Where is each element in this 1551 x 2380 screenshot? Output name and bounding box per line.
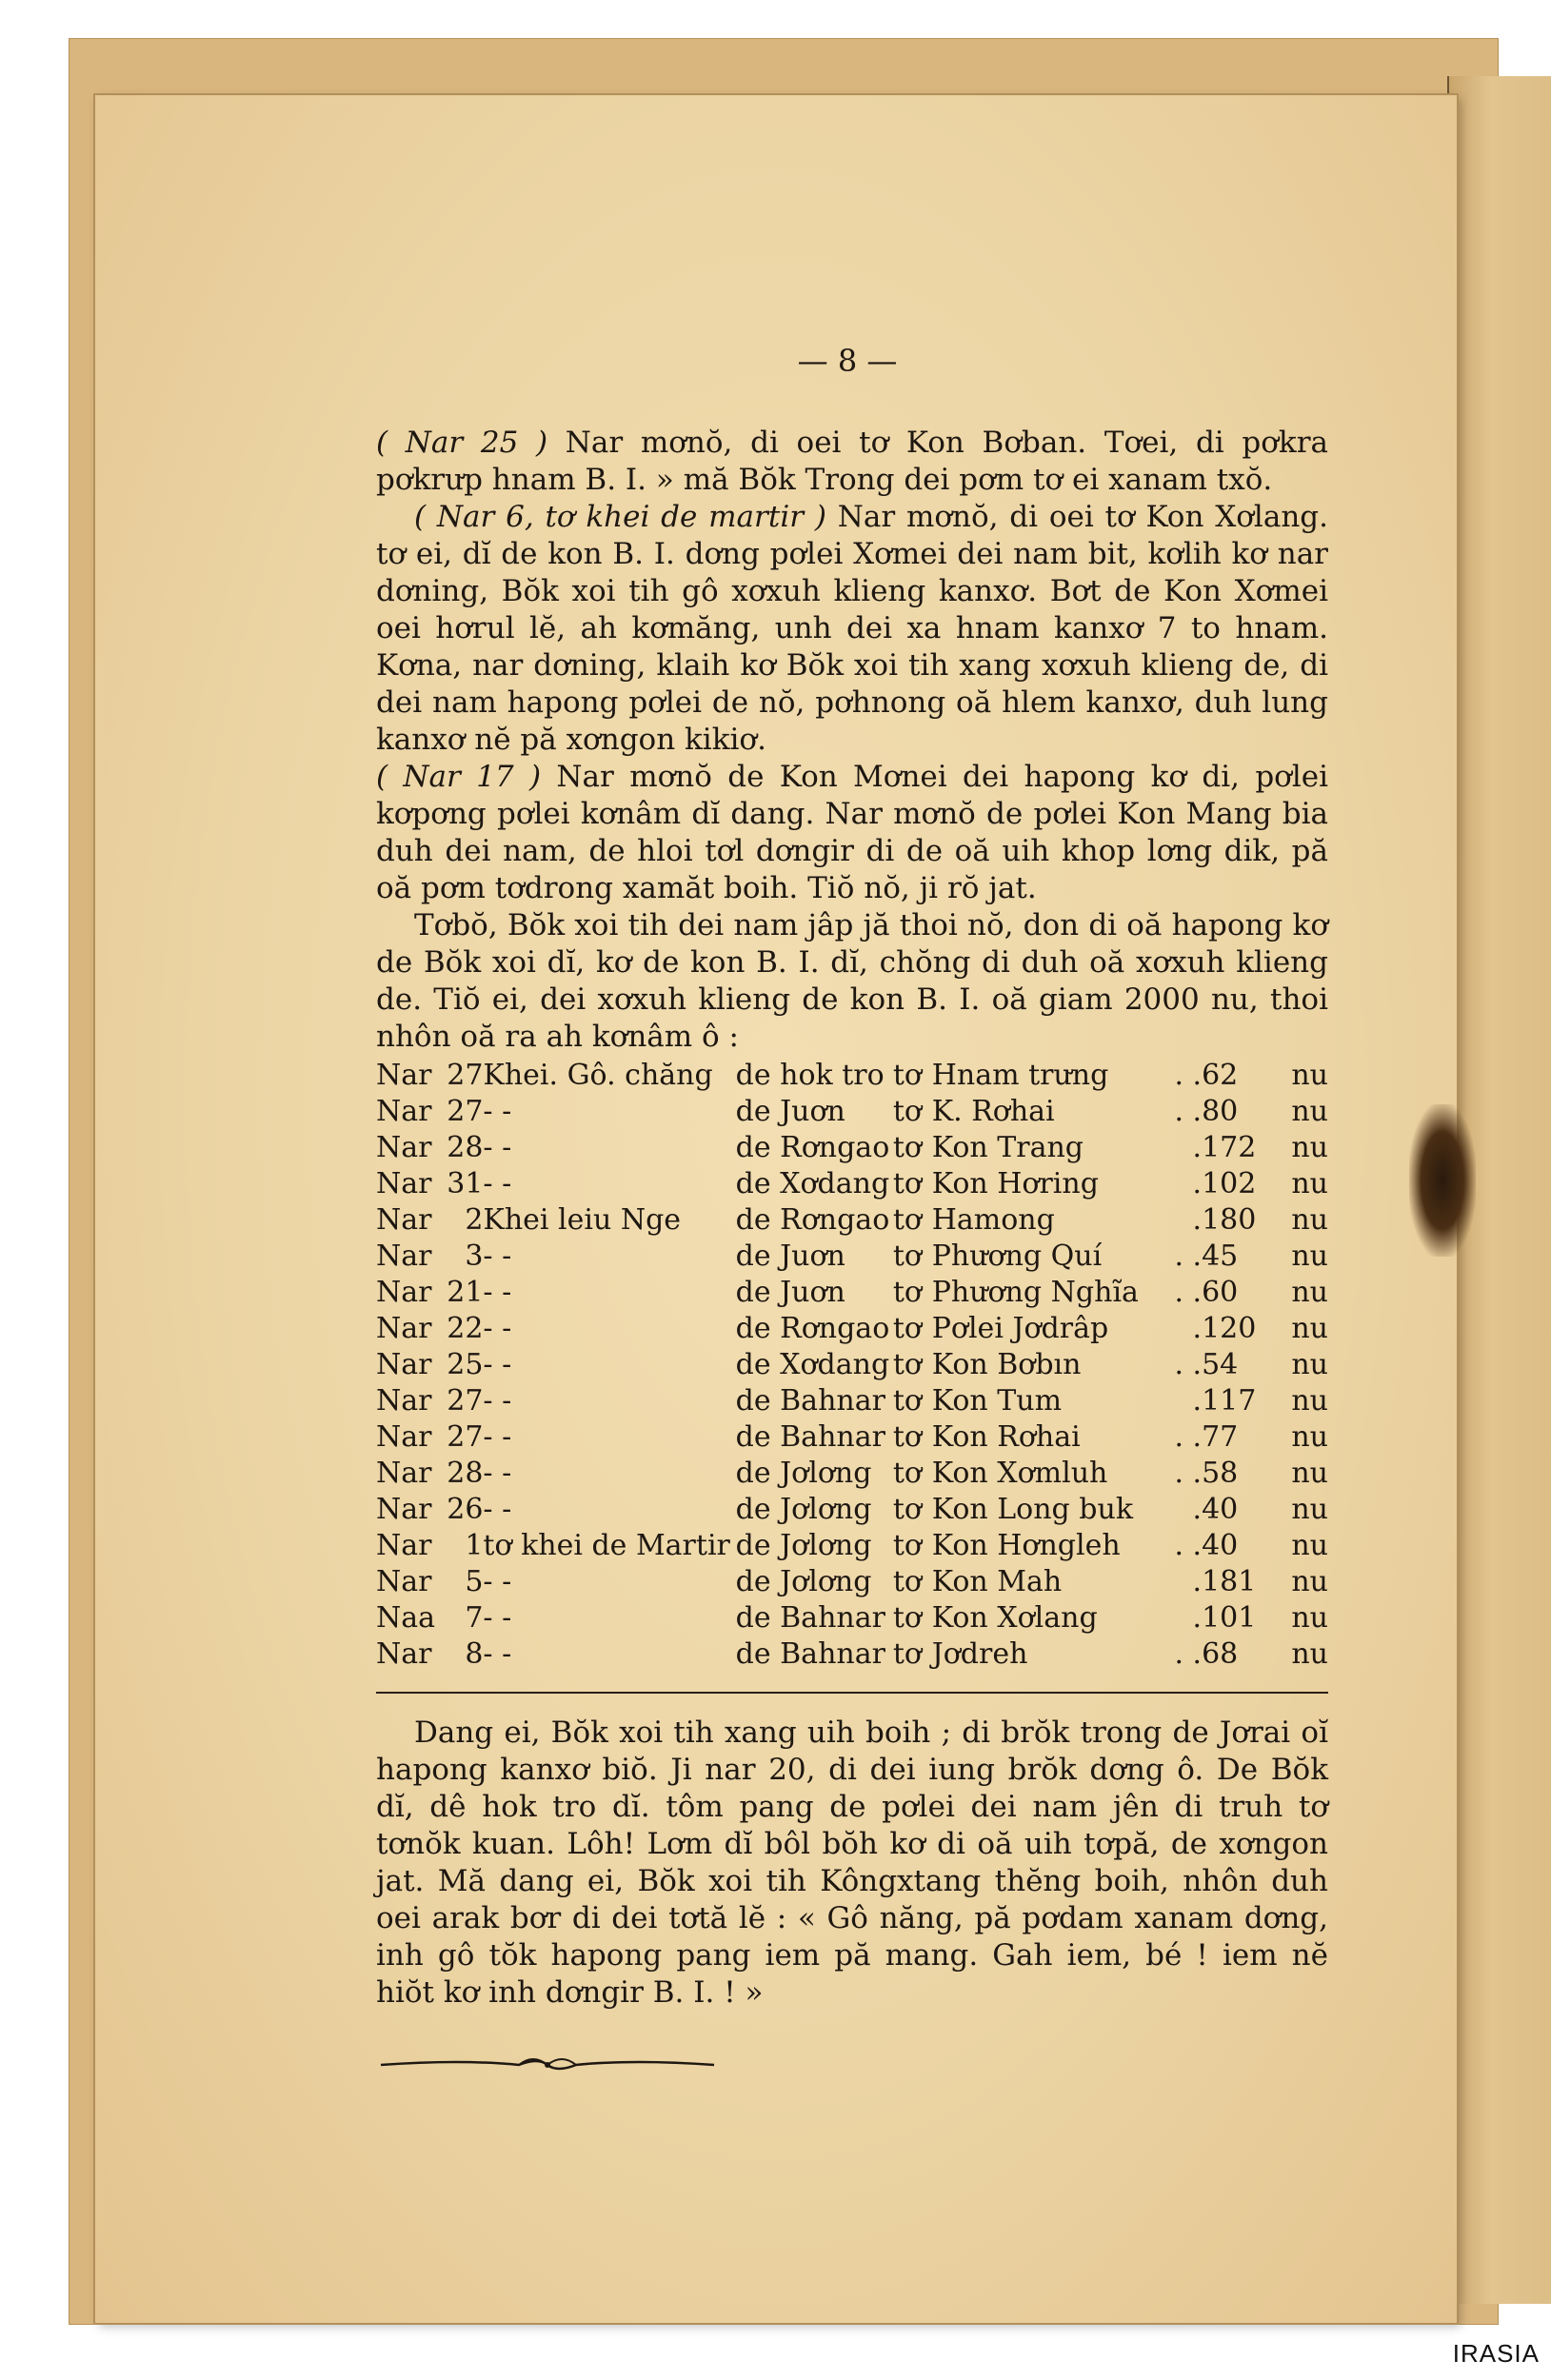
row-day: 27 [447,1420,484,1454]
row-village: Kon Trang [931,1131,1084,1164]
row-village: Hamong [931,1203,1055,1237]
row-preposition: tơ [892,1203,922,1237]
table-row [376,1311,1328,1347]
row-village: Phương Quí [931,1240,1103,1273]
paragraph-text: Nar mơnŏ, di oei tơ Kon Xơlang. tơ ei, dĭ de kon B. I. dơng pơlei Xơmei dei nam bit, kơlih kơ nar dơning, Bŏk xoi tih gô xơxuh klieng kanxơ. Bơt de Kon Xơmei oei hơrul lĕ, ah kơmăng, unh dei xa hnam kanxơ 7 to hnam. Kơna, nar dơning, klaih kơ Bŏk xoi tih xang xơxuh klieng de, di dei nam hapong pơlei de nŏ, pơhnong oă hlem kanxơ, duh lung kanxơ nĕ pă xơngon kikiơ. [376,500,1328,757]
row-dots: . [1192,1493,1203,1526]
row-count: 54 [1202,1348,1239,1381]
row-preposition: tơ [892,1420,922,1454]
date-reference: ( Nar 17 ) [376,760,542,794]
row-count: 120 [1202,1312,1257,1345]
table-row [376,1419,1328,1456]
row-people: de Xơdang [735,1348,890,1381]
row-day: 2 [465,1203,484,1237]
watermark-label: IRASIA [1452,2339,1540,2368]
row-people: de Bahnar [735,1637,885,1671]
row-month: - - [483,1240,512,1273]
row-dots: . . [1174,1059,1203,1092]
row-village: Kon Hơring [931,1167,1099,1200]
row-month: - - [483,1420,512,1454]
row-dots: . . [1174,1457,1203,1490]
row-preposition: tơ [892,1312,922,1345]
row-month: Khei. Gô. chăng [483,1059,713,1092]
row-label: Nar [376,1420,432,1454]
row-unit: nu [1291,1203,1328,1237]
row-unit: nu [1291,1240,1328,1273]
row-dots: . [1192,1167,1203,1200]
row-label: Nar [376,1312,432,1345]
row-dots: . [1192,1312,1203,1345]
row-people: de Jơlơng [735,1529,872,1562]
row-village: Kon Hơngleh [931,1529,1121,1562]
row-village: Kon Mah [931,1565,1063,1598]
row-label: Naa [376,1601,436,1635]
row-dots: . . [1174,1240,1203,1273]
row-dots: . . [1174,1420,1203,1454]
row-label: Nar [376,1348,432,1381]
row-village: Pơlei Jơdrâp [931,1312,1109,1345]
row-unit: nu [1291,1348,1328,1381]
row-preposition: tơ [892,1601,922,1635]
date-reference: ( Nar 6, tơ khei de martir ) [414,500,826,534]
page-content [376,343,1328,2086]
row-dots: . . [1174,1276,1203,1309]
row-month: - - [483,1493,512,1526]
row-month: - - [483,1131,512,1164]
row-day: 28 [447,1131,484,1164]
row-label: Nar [376,1637,432,1671]
row-village: Kon Xơmluh [931,1457,1108,1490]
row-count: 60 [1202,1276,1239,1309]
paragraph-4: Tơbŏ, Bŏk xoi tih dei nam jâp jă thoi nŏ, don di oă hapong kơ de Bŏk xoi dĭ, kơ de kon B. I. dĭ, chŏng di duh oă xơxuh klieng de. Tiŏ ei, dei xơxuh klieng de kon B. I. oă giam 2000 nu, thoi nhôn oă ra ah kơnâm ô : [376,908,1328,1054]
row-label: Nar [376,1276,432,1309]
row-people: de Jơlơng [735,1565,872,1598]
row-count: 40 [1202,1493,1239,1526]
row-unit: nu [1291,1420,1328,1454]
row-preposition: tơ [892,1529,922,1562]
row-people: de Rơngao [735,1203,890,1237]
row-count: 80 [1202,1095,1239,1128]
page-number: — 8 — [797,343,898,379]
table-row [376,1528,1328,1564]
row-people: de hok tro [735,1059,885,1092]
row-count: 77 [1202,1420,1239,1454]
table-row [376,1564,1328,1600]
row-village: Kon Tum [931,1384,1063,1418]
row-count: 101 [1202,1601,1257,1635]
row-unit: nu [1291,1457,1328,1490]
row-unit: nu [1291,1312,1328,1345]
table-row [376,1600,1328,1636]
baptism-counts-table [376,1058,1328,1673]
table-row [376,1492,1328,1528]
row-month: - - [483,1276,512,1309]
row-unit: nu [1291,1095,1328,1128]
row-month: - - [483,1312,512,1345]
row-count: 102 [1202,1167,1257,1200]
row-dots: . [1192,1601,1203,1635]
row-people: de Rơngao [735,1131,890,1164]
row-day: 27 [447,1384,484,1418]
row-people: de Jơlơng [735,1493,872,1526]
row-dots: . [1192,1384,1203,1418]
paragraph-1 [376,425,1328,499]
paragraph-3 [376,759,1328,907]
divider-rule [376,1692,1328,1694]
table-row [376,1239,1328,1275]
row-people: de Rơngao [735,1312,890,1345]
row-count: 68 [1202,1637,1239,1671]
row-unit: nu [1291,1529,1328,1562]
row-label: Nar [376,1095,432,1128]
row-dots: . . [1174,1529,1203,1562]
row-day: 31 [447,1167,484,1200]
row-village: Kon Long buk [931,1493,1133,1526]
table-row [376,1166,1328,1202]
ornament-divider [376,2053,719,2076]
paragraph-5: Dang ei, Bŏk xoi tih xang uih boih ; di brŏk trong de Jơrai oĭ hapong kanxơ biŏ. Ji nar 20, di dei iung brŏk dơng ô. De Bŏk dĭ, dê hok tro dĭ. tôm pang de pơlei dei nam jên di truh tơ tơnŏk kuan. Lôh! Lơm dĭ bôl bŏh kơ di oă uih tơpă, de xơngon jat. Mă dang ei, Bŏk xoi tih Kôngxtang thĕng boih, nhôn duh oei arak bơr di dei tơtă lĕ : « Gô năng, pă pơdam xanam dơng, inh gô tŏk hapong pang iem pă mang. Gah iem, bé ! iem nĕ hiŏt kơ inh dơngir B. I. ! » [376,1716,1328,2010]
row-dots: . . [1174,1095,1203,1128]
row-dots: . . [1174,1348,1203,1381]
row-month: - - [483,1167,512,1200]
row-people: de Juơn [735,1240,845,1273]
row-unit: nu [1291,1167,1328,1200]
row-preposition: tơ [892,1637,922,1671]
row-day: 26 [447,1493,484,1526]
row-label: Nar [376,1384,432,1418]
row-unit: nu [1291,1384,1328,1418]
row-month: - - [483,1457,512,1490]
row-preposition: tơ [892,1457,922,1490]
table-body [376,1058,1328,1673]
row-label: Nar [376,1203,432,1237]
row-count: 181 [1202,1565,1257,1598]
row-people: de Bahnar [735,1384,885,1418]
row-village: Jơdreh [931,1637,1028,1671]
row-label: Nar [376,1240,432,1273]
row-day: 22 [447,1312,484,1345]
row-dots: . [1192,1203,1203,1237]
table-row [376,1275,1328,1311]
row-month: - - [483,1637,512,1671]
row-people: de Juơn [735,1095,845,1128]
row-count: 117 [1202,1384,1257,1418]
row-village: Kon Bơbın [931,1348,1082,1381]
row-village: Kon Xơlang [931,1601,1098,1635]
row-unit: nu [1291,1059,1328,1092]
table-row [376,1383,1328,1419]
row-village: K. Rơhai [931,1095,1055,1128]
row-label: Nar [376,1493,432,1526]
row-preposition: tơ [892,1276,922,1309]
paragraph-2 [376,499,1328,759]
table-row [376,1094,1328,1130]
row-day: 25 [447,1348,484,1381]
row-day: 3 [465,1240,484,1273]
row-people: de Bahnar [735,1420,885,1454]
row-month: Khei leiu Nge [483,1203,682,1237]
row-dots: . [1192,1565,1203,1598]
row-count: 62 [1202,1059,1239,1092]
row-day: 8 [465,1637,484,1671]
row-village: Kon Rơhai [931,1420,1081,1454]
row-dots: . [1192,1131,1203,1164]
table-row [376,1636,1328,1673]
row-people: de Juơn [735,1276,845,1309]
row-count: 172 [1202,1131,1257,1164]
row-count: 45 [1202,1240,1239,1273]
row-unit: nu [1291,1637,1328,1671]
row-label: Nar [376,1167,432,1200]
row-month: - - [483,1348,512,1381]
row-preposition: tơ [892,1059,922,1092]
row-preposition: tơ [892,1167,922,1200]
row-unit: nu [1291,1276,1328,1309]
row-preposition: tơ [892,1348,922,1381]
row-preposition: tơ [892,1565,922,1598]
row-count: 40 [1202,1529,1239,1562]
row-month: - - [483,1565,512,1598]
row-month: - - [483,1384,512,1418]
table-row [376,1202,1328,1239]
row-day: 7 [465,1601,484,1635]
row-unit: nu [1291,1565,1328,1598]
row-month: - - [483,1601,512,1635]
row-village: Hnam trưng [931,1059,1109,1092]
paragraph-text: Nar mơnŏ de Kon Mơnei dei hapong kơ di, pơlei kơpơng pơlei kơnâm dĭ dang. Nar mơnŏ de pơlei Kon Mang bia duh dei nam, de hloi tơl dơngir di de oă uih khop lơng dik, pă oă pơm tơdrong xamăt boih. Tiŏ nŏ, ji rŏ jat. [376,760,1329,905]
table-row [376,1456,1328,1492]
row-unit: nu [1291,1131,1328,1164]
burn-mark [1409,1104,1476,1257]
row-preposition: tơ [892,1240,922,1273]
row-preposition: tơ [892,1493,922,1526]
row-month: - - [483,1095,512,1128]
row-village: Phương Nghĩa [931,1276,1139,1309]
row-preposition: tơ [892,1095,922,1128]
row-day: 27 [447,1095,484,1128]
row-day: 27 [447,1059,484,1092]
row-count: 58 [1202,1457,1239,1490]
table-row [376,1130,1328,1166]
row-preposition: tơ [892,1131,922,1164]
date-reference: ( Nar 25 ) [376,426,548,460]
paragraph-text: Nar mơnŏ, di oei tơ Kon Bơban. Tơei, di pơkra pơkrưp hnam B. I. » mă Bŏk Trong dei pơm tơ ei xanam txŏ. [376,426,1328,497]
row-day: 5 [465,1565,484,1598]
row-unit: nu [1291,1601,1328,1635]
row-day: 1 [465,1529,484,1562]
row-label: Nar [376,1565,432,1598]
row-day: 28 [447,1457,484,1490]
row-label: Nar [376,1131,432,1164]
table-row [376,1058,1328,1094]
row-count: 180 [1202,1203,1257,1237]
row-label: Nar [376,1059,432,1092]
row-month: tơ khei de Martir [483,1529,730,1562]
row-preposition: tơ [892,1384,922,1418]
row-dots: . . [1174,1637,1203,1671]
row-unit: nu [1291,1493,1328,1526]
row-label: Nar [376,1457,432,1490]
row-day: 21 [447,1276,484,1309]
row-people: de Jơlơng [735,1457,872,1490]
row-people: de Xơdang [735,1167,890,1200]
row-label: Nar [376,1529,432,1562]
table-row [376,1347,1328,1383]
row-people: de Bahnar [735,1601,885,1635]
